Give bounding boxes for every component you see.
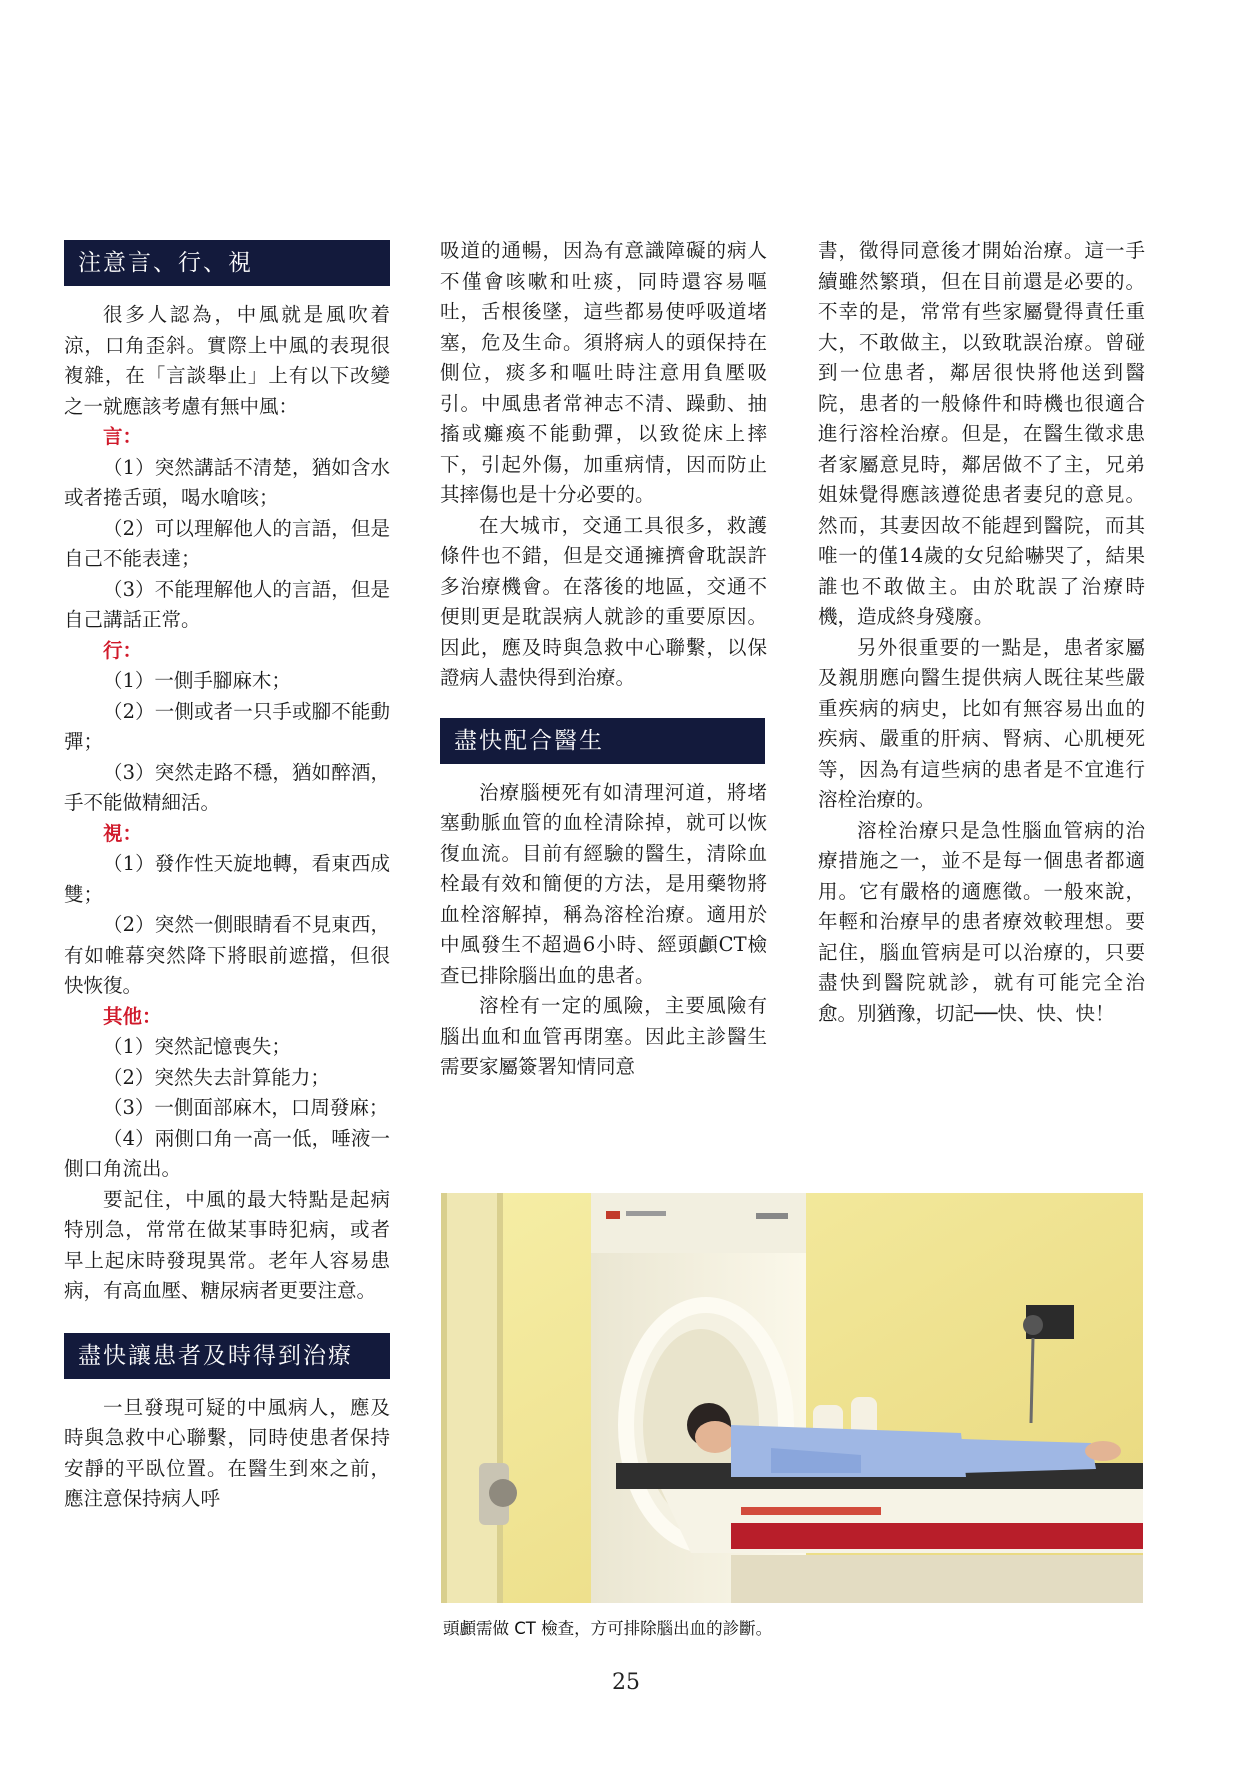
column-2 (440, 236, 767, 1083)
list-item: （1）突然講話不清楚，猶如含水或者捲舌頭，喝水嗆咳； (64, 455, 390, 509)
list-item: （1）發作性天旋地轉，看東西成雙； (64, 852, 390, 906)
section-heading-treatment: 盡快讓患者及時得到治療 (64, 1333, 390, 1379)
list-item: （3）一側面部麻木，口周發麻； (103, 1096, 389, 1119)
page-number: 25 (612, 1670, 640, 1695)
section-heading-observe: 注意言、行、視 (64, 240, 390, 286)
list-item: （2）可以理解他人的言語，但是自己不能表達； (64, 516, 390, 570)
section-heading-doctor: 盡快配合醫生 (440, 718, 765, 764)
list-item: （2）突然一側眼睛看不見東西，有如帷幕突然降下將眼前遮擋，但很快恢復。 (64, 913, 390, 997)
body-paragraph: 書，徵得同意後才開始治療。這一手續雖然繁瑣，但在目前還是必要的。不幸的是，常常有些家屬覺得責任重大，不敢做主，以致耽誤治療。曾碰到一位患者，鄰居很快將他送到醫院，患者的一般條件和時機也很適合進行溶栓治療。但是，在醫生徵求患者家屬意見時，鄰居做不了主，兄弟姐妹覺得應該遵從患者妻兒的意見。然而，其妻因故不能趕到醫院，而其唯一的僅14歲的女兒給嚇哭了，結果誰也不敢做主。由於耽誤了治療時機，造成終身殘廢。 (818, 239, 1145, 628)
intro-paragraph: 很多人認為，中風就是風吹着涼，口角歪斜。實際上中風的表現很複雜，在「言談舉止」上有以下改變之一就應該考慮有無中風： (64, 303, 390, 418)
list-item: （2）一側或者一只手或腳不能動彈； (64, 699, 390, 753)
list-item: （3）不能理解他人的言語，但是自己講話正常。 (64, 577, 390, 631)
column-1 (64, 236, 390, 1515)
ct-scanner-illustration (441, 1193, 1143, 1603)
body-paragraph: 在大城市，交通工具很多，救護條件也不錯，但是交通擁擠會耽誤許多治療機會。在落後的地區，交通不便則更是耽誤病人就診的重要原因。因此，應及時與急救中心聯繫，以保證病人盡快得到治療。 (440, 513, 767, 689)
list-item: （1）一側手腳麻木； (103, 669, 291, 692)
ct-scan-photo (441, 1193, 1143, 1603)
list-item: （1）突然記憶喪失； (103, 1035, 291, 1058)
list-item: （3）突然走路不穩，猶如醉酒，手不能做精細活。 (64, 760, 390, 814)
body-paragraph: 溶栓有一定的風險，主要風險有腦出血和血管再閉塞。因此主診醫生需要家屬簽署知情同意 (440, 994, 767, 1078)
body-paragraph: 治療腦梗死有如清理河道，將堵塞動脈血管的血栓清除掉，就可以恢復血流。目前有經驗的醫生，清除血栓最有效和簡便的方法，是用藥物將血栓溶解掉，稱為溶栓治療。適用於中風發生不超過6小時、經頭顱CT檢查已排除腦出血的患者。 (440, 780, 767, 987)
list-item: （4）兩側口角一高一低，唾液一側口角流出。 (64, 1126, 390, 1180)
column-3 (818, 236, 1145, 1029)
subheading-action: 行： (103, 638, 143, 662)
summary-paragraph: 要記住，中風的最大特點是起病特別急，常常在做某事時犯病，或者早上起床時發現異常。老年人容易患病，有高血壓、糖尿病者更要注意。 (64, 1187, 390, 1302)
subheading-vision: 視： (103, 821, 143, 845)
photo-caption: 頭顱需做 CT 檢查，方可排除腦出血的診斷。 (443, 1619, 773, 1638)
body-paragraph: 溶栓治療只是急性腦血管病的治療措施之一，並不是每一個患者都適用。它有嚴格的適應徵。一般來說，年輕和治療早的患者療效較理想。要記住，腦血管病是可以治療的，只要盡快到醫院就診，就有可能完全治愈。別猶豫，切記──快、快、快！ (818, 818, 1145, 1025)
list-item: （2）突然失去計算能力； (103, 1065, 330, 1089)
body-paragraph: 另外很重要的一點是，患者家屬及親朋應向醫生提供病人既往某些嚴重疾病的病史，比如有無容易出血的疾病、嚴重的肝病、腎病、心肌梗死等，因為有這些病的患者是不宜進行溶栓治療的。 (818, 635, 1145, 811)
body-paragraph: 一旦發現可疑的中風病人，應及時與急救中心聯繫，同時使患者保持安靜的平臥位置。在醫生到來之前，應注意保持病人呼 (64, 1395, 390, 1510)
body-paragraph: 吸道的通暢，因為有意識障礙的病人不僅會咳嗽和吐痰，同時還容易嘔吐，舌根後墜，這些都易使呼吸道堵塞，危及生命。須將病人的頭保持在側位，痰多和嘔吐時注意用負壓吸引。中風患者常神志不清、躁動、抽搐或癱瘓不能動彈，以致從床上摔下，引起外傷，加重病情，因而防止其摔傷也是十分必要的。 (440, 239, 767, 506)
subheading-speech: 言： (103, 425, 143, 448)
subheading-other: 其他： (103, 1004, 162, 1028)
